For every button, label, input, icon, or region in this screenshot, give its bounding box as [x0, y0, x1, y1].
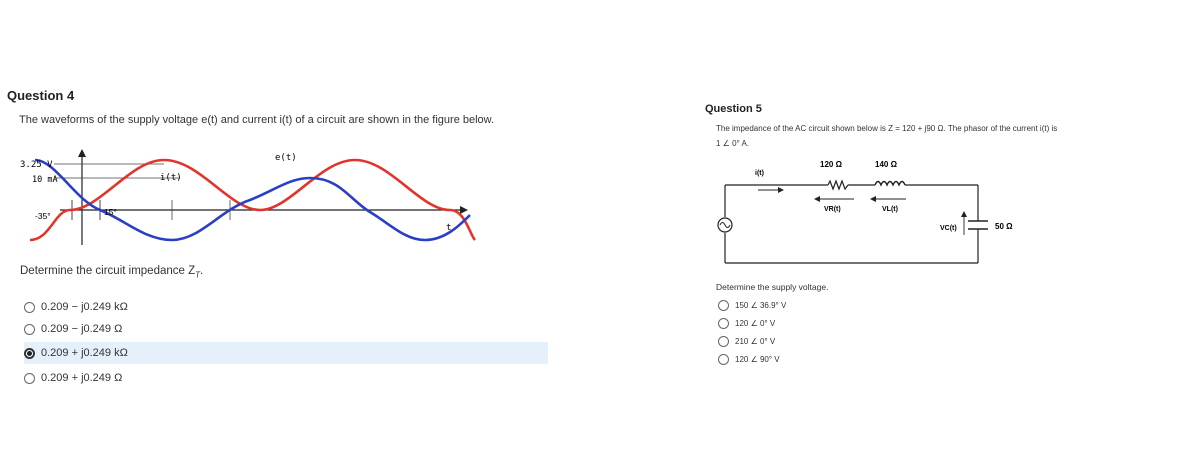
q5-option-4-radio[interactable] [718, 354, 729, 365]
time-axis-label: t [446, 223, 452, 233]
resistor-value-label: 120 Ω [820, 160, 842, 169]
q5-option-2[interactable] [718, 318, 775, 329]
vc-arrow-head [961, 211, 967, 217]
axis-arrow-up [78, 149, 86, 157]
q5-option-4-label: 120 ∠ 90° V [735, 355, 780, 364]
q4-option-3[interactable] [24, 342, 548, 364]
q5-option-2-label: 120 ∠ 0° V [735, 319, 776, 328]
q5-option-3[interactable] [718, 336, 775, 347]
q4-option-1-radio[interactable] [24, 302, 35, 313]
vl-arrow-head [870, 196, 876, 202]
voltage-amplitude-label: 3.25 V [20, 160, 53, 170]
q4-option-2-label: 0.209 − j0.249 Ω [41, 323, 123, 335]
q4-option-1-label: 0.209 − j0.249 kΩ [41, 301, 128, 313]
q4-option-1[interactable] [24, 297, 544, 317]
q4-option-4-radio[interactable] [24, 373, 35, 384]
question-5-prompt-line1: The impedance of the AC circuit shown below is Z = 120 + j90 Ω. The phasor of the current i(t) is [716, 124, 1058, 133]
q5-option-1[interactable] [718, 300, 786, 311]
phase-angle-neg-label: -35° [35, 211, 51, 221]
ac-circuit-diagram [700, 155, 1040, 275]
current-curve-label: i(t) [160, 173, 182, 183]
question-5-title: Question 5 [705, 103, 762, 115]
question-5-ask: Determine the supply voltage. [716, 282, 829, 292]
q4-option-4[interactable] [24, 368, 544, 388]
q4-option-2[interactable] [24, 319, 544, 339]
vl-label: VL(t) [882, 206, 898, 213]
impedance-subscript: T [195, 270, 201, 280]
current-arrow-head [778, 187, 784, 193]
waveform-figure [20, 140, 480, 250]
q4-option-4-label: 0.209 + j0.249 Ω [41, 372, 123, 384]
question-4-title: Question 4 [7, 88, 75, 103]
question-4-ask: Determine the circuit impedance $Z_T$. [20, 265, 204, 280]
q5-option-3-label: 210 ∠ 0° V [735, 337, 776, 346]
resistor-symbol [828, 181, 848, 189]
q5-option-3-radio[interactable] [718, 336, 729, 347]
inductor-symbol [875, 182, 905, 186]
vr-arrow-head [814, 196, 820, 202]
current-label: i(t) [755, 170, 764, 177]
q5-option-2-radio[interactable] [718, 318, 729, 329]
voltage-curve-label: e(t) [275, 153, 297, 163]
question-5-prompt-line2: 1 ∠ 0° A. [716, 139, 750, 148]
current-amplitude-label: 10 mA [32, 175, 58, 185]
phase-angle-pos-label: 15° [104, 207, 117, 217]
q5-option-1-label: 150 ∠ 36.9° V [735, 301, 787, 310]
q5-option-1-radio[interactable] [718, 300, 729, 311]
vc-label: VC(t) [940, 225, 957, 232]
q4-option-3-radio-selected[interactable] [24, 348, 35, 359]
capacitor-value-label: 50 Ω [995, 222, 1013, 231]
axis-arrow-right [460, 206, 468, 214]
q5-option-4[interactable] [718, 354, 780, 365]
q4-option-2-radio[interactable] [24, 324, 35, 335]
inductor-value-label: 140 Ω [875, 160, 897, 169]
question-4-prompt: The waveforms of the supply voltage e(t) and current i(t) of a circuit are shown in the figure below. [19, 114, 495, 126]
vr-label: VR(t) [824, 206, 841, 213]
q4-option-3-label: 0.209 + j0.249 kΩ [41, 347, 128, 359]
